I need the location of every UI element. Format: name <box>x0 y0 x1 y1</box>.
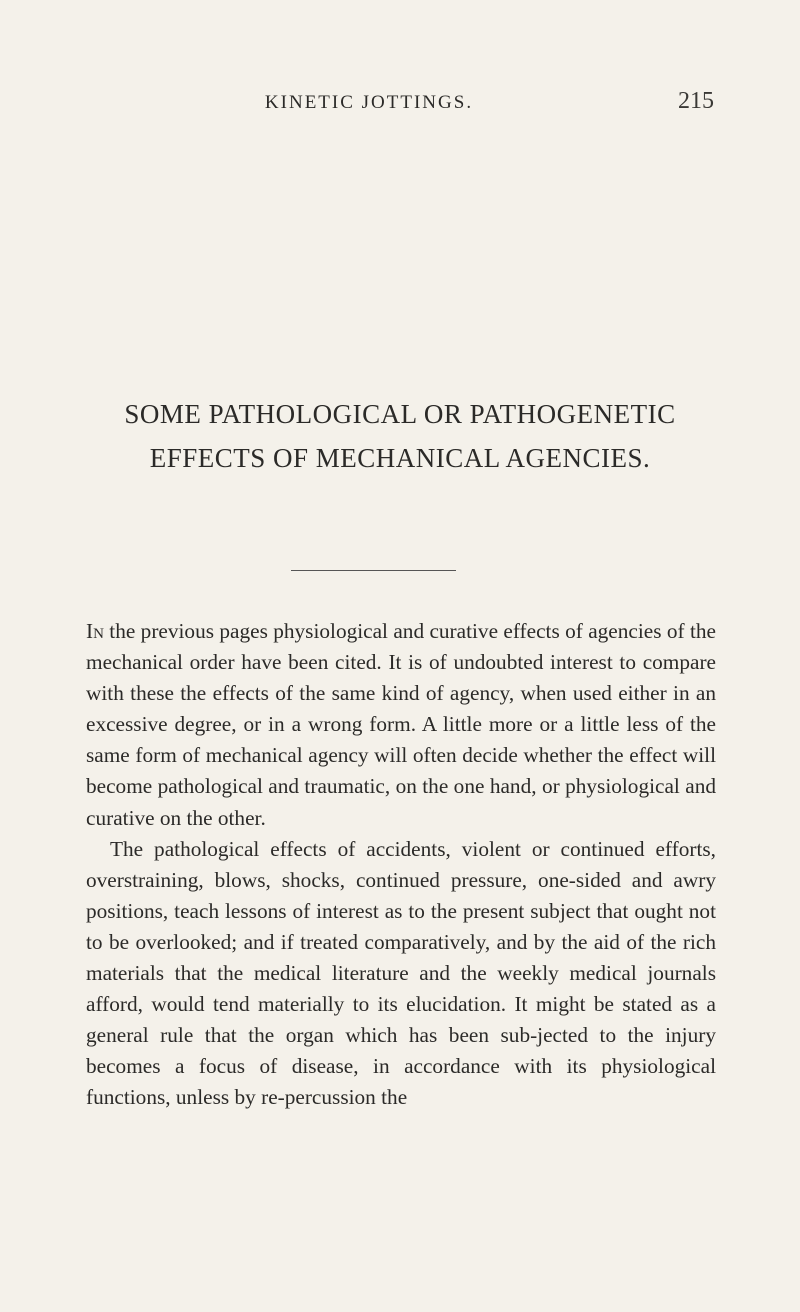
paragraph-1-text: the previous pages physiological and curative effects of agencies of the mechanical order have been cited. It is of undoubted interest to compare with these the effects of the same kind of agency, when used either in an excessive degree, or in a wrong form. A little more or a little less of the same form of mechanical agency will often decide whether the effect will become pathological and traumatic, on the one hand, or physiological and curative on the other. <box>86 619 716 830</box>
running-head <box>0 88 800 118</box>
page-number: 215 <box>678 88 714 114</box>
article-title-line-2: EFFECTS OF MECHANICAL AGENCIES. <box>149 443 651 473</box>
paragraph-1 <box>86 616 716 834</box>
article-title-line-1: SOME PATHOLOGICAL OR PATHOGENETIC <box>124 399 676 429</box>
running-title: KINETIC JOTTINGS. <box>264 92 474 113</box>
body-text <box>86 616 716 1114</box>
article-title <box>40 392 760 480</box>
title-divider <box>291 570 456 571</box>
paragraph-1-lead-word: In <box>86 619 104 643</box>
paragraph-2: The pathological effects of accidents, violent or continued efforts, overstraining, blows, shocks, continued pressure, one-sided and awry positions, teach lessons of interest as to the present subject that ought not to be overlooked; and if treated comparatively, and by the aid of the rich materials that the medical literature and the weekly medical journals afford, would tend materially to its elucidation. It might be stated as a general rule that the organ which has been sub-jected to the injury becomes a focus of disease, in accordance with its physiological functions, unless by re-percussion the <box>86 836 716 1110</box>
